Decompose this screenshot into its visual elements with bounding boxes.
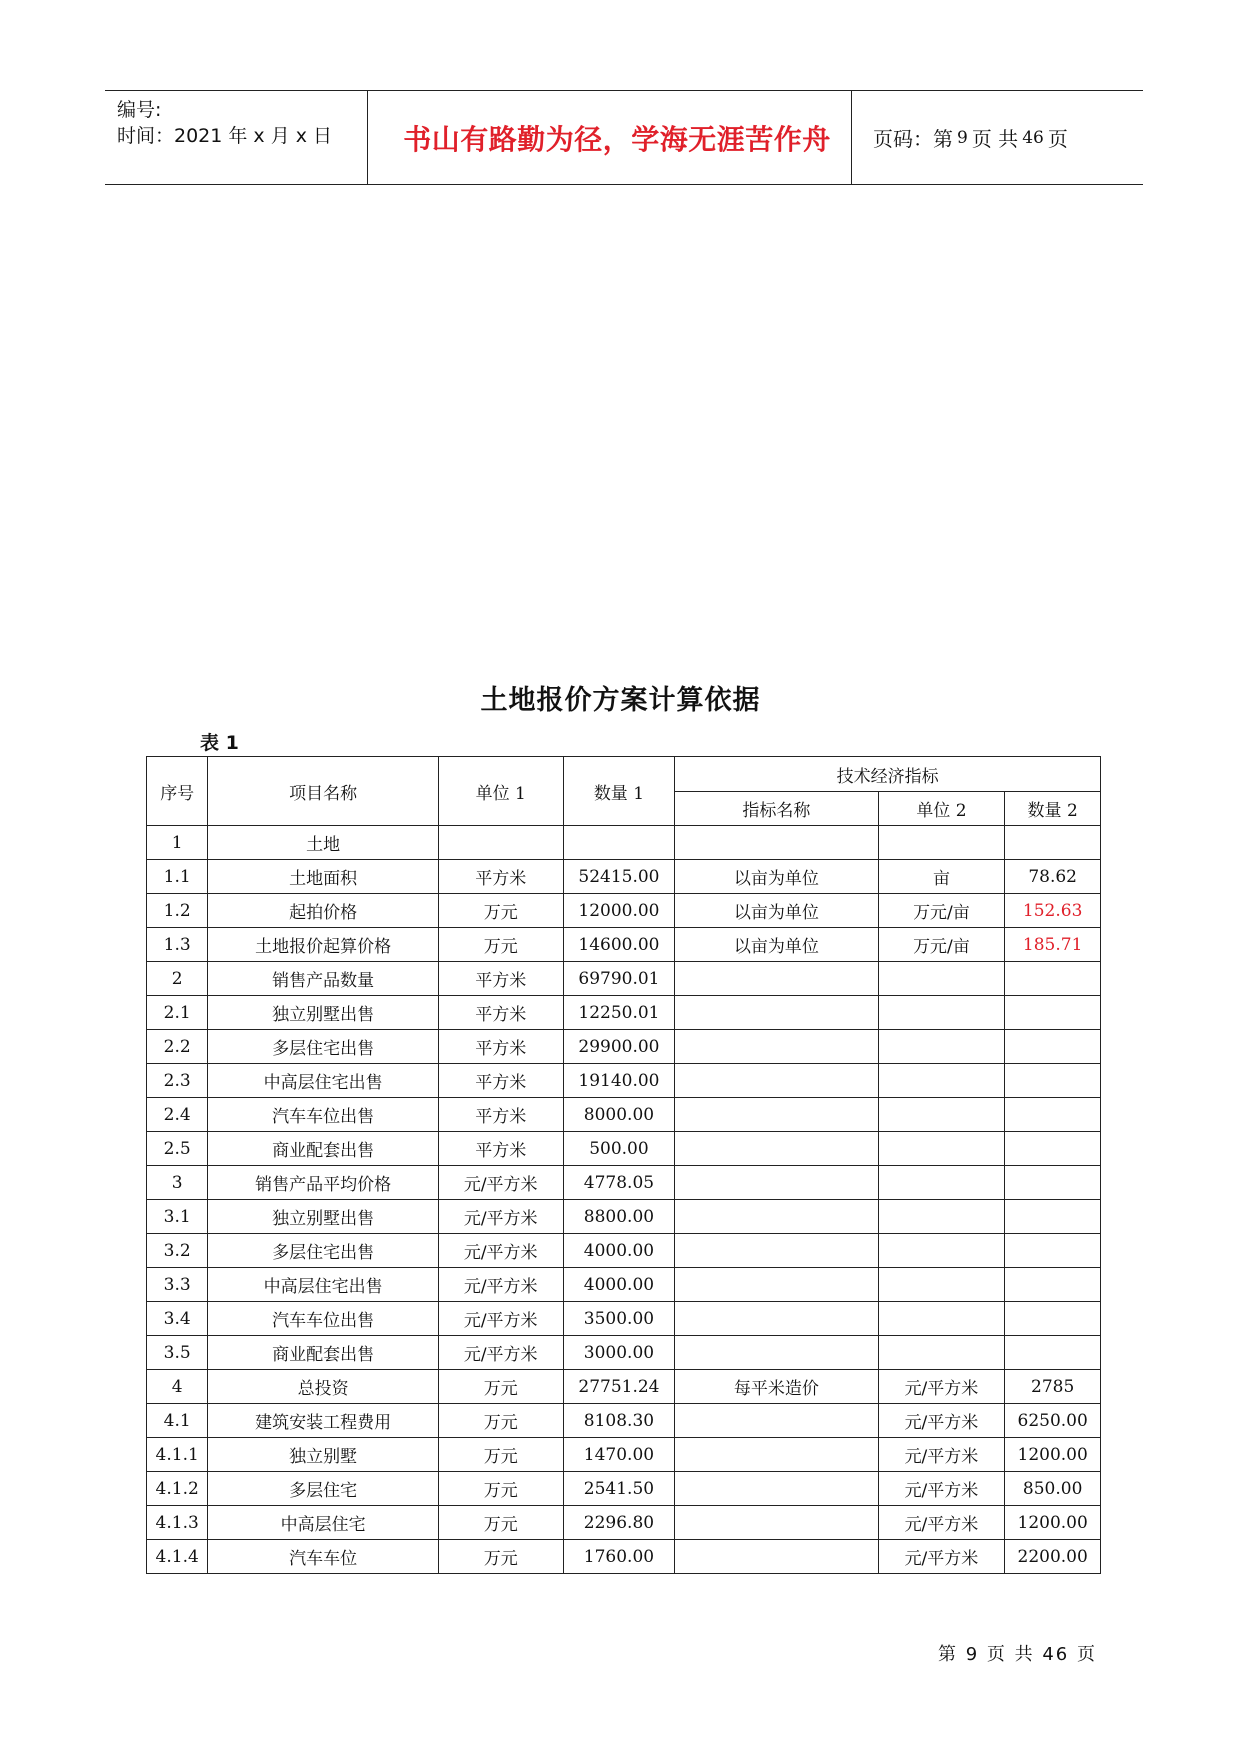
cell-qty2: 78.62 xyxy=(1005,860,1101,894)
table-body xyxy=(147,826,1101,1574)
cell-qty1: 1470.00 xyxy=(563,1438,675,1472)
cell-unit1: 元/平方米 xyxy=(438,1234,563,1268)
cell-name: 土地报价起算价格 xyxy=(208,928,438,962)
page-mid: 页 共 xyxy=(971,127,1019,151)
cell-indicator: 以亩为单位 xyxy=(675,894,878,928)
cell-unit1: 平方米 xyxy=(438,962,563,996)
cell-unit1: 万元 xyxy=(438,1370,563,1404)
cell-qty2: 1200.00 xyxy=(1005,1438,1101,1472)
cell-qty1: 8108.30 xyxy=(563,1404,675,1438)
cell-qty2 xyxy=(1005,1268,1101,1302)
page-suffix: 页 xyxy=(1047,127,1068,151)
header-motto: 书山有路勤为径，学海无涯苦作舟 xyxy=(403,122,831,156)
cell-unit2 xyxy=(878,1302,1005,1336)
table-row xyxy=(147,1438,1101,1472)
cell-unit1: 平方米 xyxy=(438,1064,563,1098)
table-row xyxy=(147,996,1101,1030)
cell-qty2: 185.71 xyxy=(1005,928,1101,962)
cell-unit1: 元/平方米 xyxy=(438,1268,563,1302)
cell-unit1: 万元 xyxy=(438,1404,563,1438)
cell-name: 独立别墅出售 xyxy=(208,996,438,1030)
cell-qty2 xyxy=(1005,1098,1101,1132)
cell-qty2 xyxy=(1005,996,1101,1030)
cell-unit1: 平方米 xyxy=(438,996,563,1030)
cell-qty2 xyxy=(1005,1166,1101,1200)
cell-qty1 xyxy=(563,826,675,860)
cell-indicator xyxy=(675,1166,878,1200)
cell-indicator xyxy=(675,826,878,860)
cell-name: 建筑安装工程费用 xyxy=(208,1404,438,1438)
cell-name: 中高层住宅出售 xyxy=(208,1268,438,1302)
cell-qty2 xyxy=(1005,1064,1101,1098)
cell-unit2: 元/平方米 xyxy=(878,1472,1005,1506)
table-row xyxy=(147,928,1101,962)
table-row xyxy=(147,1098,1101,1132)
cell-qty2: 2200.00 xyxy=(1005,1540,1101,1574)
header-divider xyxy=(367,91,368,184)
cell-unit2 xyxy=(878,1132,1005,1166)
header-qty1: 数量 1 xyxy=(563,757,675,826)
cell-unit2 xyxy=(878,1268,1005,1302)
cell-qty1: 52415.00 xyxy=(563,860,675,894)
cell-name: 独立别墅 xyxy=(208,1438,438,1472)
cell-unit2 xyxy=(878,1098,1005,1132)
cell-seq: 1.2 xyxy=(147,894,208,928)
cell-unit2 xyxy=(878,1200,1005,1234)
cell-qty1: 69790.01 xyxy=(563,962,675,996)
cell-name: 土地面积 xyxy=(208,860,438,894)
cell-unit1: 平方米 xyxy=(438,1030,563,1064)
cell-qty2: 850.00 xyxy=(1005,1472,1101,1506)
cell-name: 多层住宅 xyxy=(208,1472,438,1506)
cell-name: 汽车车位 xyxy=(208,1540,438,1574)
cell-seq: 4.1.3 xyxy=(147,1506,208,1540)
cell-unit1 xyxy=(438,826,563,860)
cell-seq: 4.1.4 xyxy=(147,1540,208,1574)
cell-indicator xyxy=(675,996,878,1030)
cell-indicator xyxy=(675,1540,878,1574)
cell-name: 总投资 xyxy=(208,1370,438,1404)
cell-indicator xyxy=(675,1268,878,1302)
cell-unit2 xyxy=(878,826,1005,860)
cell-qty2 xyxy=(1005,1132,1101,1166)
cell-name: 多层住宅出售 xyxy=(208,1234,438,1268)
table-row xyxy=(147,1506,1101,1540)
cell-qty1: 500.00 xyxy=(563,1132,675,1166)
cell-qty1: 1760.00 xyxy=(563,1540,675,1574)
cell-indicator xyxy=(675,1506,878,1540)
table-row xyxy=(147,894,1101,928)
table-row xyxy=(147,1166,1101,1200)
cell-indicator xyxy=(675,1234,878,1268)
cell-unit2 xyxy=(878,1030,1005,1064)
cell-name: 多层住宅出售 xyxy=(208,1030,438,1064)
cell-indicator xyxy=(675,1302,878,1336)
cell-qty1: 29900.00 xyxy=(563,1030,675,1064)
cell-name: 销售产品平均价格 xyxy=(208,1166,438,1200)
cell-seq: 3 xyxy=(147,1166,208,1200)
cell-seq: 4 xyxy=(147,1370,208,1404)
cell-qty1: 2296.80 xyxy=(563,1506,675,1540)
cell-unit1: 元/平方米 xyxy=(438,1336,563,1370)
cell-name: 独立别墅出售 xyxy=(208,1200,438,1234)
cell-qty2: 1200.00 xyxy=(1005,1506,1101,1540)
cell-indicator xyxy=(675,1030,878,1064)
cell-unit1: 元/平方米 xyxy=(438,1166,563,1200)
cell-unit2: 元/平方米 xyxy=(878,1438,1005,1472)
cell-unit1: 万元 xyxy=(438,928,563,962)
cell-indicator xyxy=(675,1064,878,1098)
cell-qty1: 3500.00 xyxy=(563,1302,675,1336)
cell-qty1: 8800.00 xyxy=(563,1200,675,1234)
cell-name: 汽车车位出售 xyxy=(208,1302,438,1336)
cell-seq: 3.2 xyxy=(147,1234,208,1268)
page-number: 9 xyxy=(957,127,968,148)
time-label: 时间：2021 年 x 月 x 日 xyxy=(117,125,333,147)
table-row xyxy=(147,1268,1101,1302)
cell-qty2 xyxy=(1005,962,1101,996)
cell-qty1: 14600.00 xyxy=(563,928,675,962)
table-label: 表 1 xyxy=(200,732,239,754)
table-row xyxy=(147,826,1101,860)
cell-unit1: 万元 xyxy=(438,1438,563,1472)
cell-qty2: 152.63 xyxy=(1005,894,1101,928)
cell-unit2 xyxy=(878,1336,1005,1370)
cell-unit2: 亩 xyxy=(878,860,1005,894)
page-prefix: 页码：第 xyxy=(873,127,953,151)
cell-unit2 xyxy=(878,1064,1005,1098)
table-row xyxy=(147,1404,1101,1438)
cell-qty1: 12250.01 xyxy=(563,996,675,1030)
table-row xyxy=(147,1200,1101,1234)
cell-seq: 2 xyxy=(147,962,208,996)
cell-qty2: 6250.00 xyxy=(1005,1404,1101,1438)
cell-qty2 xyxy=(1005,1200,1101,1234)
cell-qty1: 4778.05 xyxy=(563,1166,675,1200)
cell-indicator xyxy=(675,1404,878,1438)
document-title: 土地报价方案计算依据 xyxy=(480,685,761,716)
cell-unit2 xyxy=(878,1234,1005,1268)
table-row xyxy=(147,1370,1101,1404)
cell-unit2: 万元/亩 xyxy=(878,894,1005,928)
cell-seq: 2.5 xyxy=(147,1132,208,1166)
table-header-row xyxy=(147,757,1101,792)
cell-name: 起拍价格 xyxy=(208,894,438,928)
table-row xyxy=(147,1234,1101,1268)
cell-unit1: 元/平方米 xyxy=(438,1302,563,1336)
header-meta xyxy=(117,91,367,184)
cell-indicator: 以亩为单位 xyxy=(675,928,878,962)
cell-seq: 4.1.1 xyxy=(147,1438,208,1472)
table-row xyxy=(147,1064,1101,1098)
cell-unit1: 平方米 xyxy=(438,1132,563,1166)
cell-seq: 4.1.2 xyxy=(147,1472,208,1506)
cell-seq: 2.3 xyxy=(147,1064,208,1098)
cell-seq: 1.1 xyxy=(147,860,208,894)
cell-name: 中高层住宅 xyxy=(208,1506,438,1540)
table-row xyxy=(147,860,1101,894)
header-seq: 序号 xyxy=(147,757,208,826)
cell-name: 汽车车位出售 xyxy=(208,1098,438,1132)
cell-seq: 3.4 xyxy=(147,1302,208,1336)
header-unit1: 单位 1 xyxy=(438,757,563,826)
cell-unit2 xyxy=(878,962,1005,996)
cell-seq: 2.4 xyxy=(147,1098,208,1132)
page-header xyxy=(105,90,1143,185)
cell-unit1: 元/平方米 xyxy=(438,1200,563,1234)
cell-indicator xyxy=(675,1200,878,1234)
cell-unit2: 元/平方米 xyxy=(878,1540,1005,1574)
cell-indicator: 以亩为单位 xyxy=(675,860,878,894)
table-row xyxy=(147,1302,1101,1336)
header-group: 技术经济指标 xyxy=(675,757,1101,792)
cell-unit1: 万元 xyxy=(438,1472,563,1506)
cell-qty1: 3000.00 xyxy=(563,1336,675,1370)
cell-name: 销售产品数量 xyxy=(208,962,438,996)
cell-seq: 1 xyxy=(147,826,208,860)
cell-qty2 xyxy=(1005,826,1101,860)
cell-unit1: 平方米 xyxy=(438,1098,563,1132)
header-indicator-name: 指标名称 xyxy=(675,792,878,826)
cell-unit1: 平方米 xyxy=(438,860,563,894)
table-row xyxy=(147,962,1101,996)
cell-indicator xyxy=(675,1438,878,1472)
cell-qty2: 2785 xyxy=(1005,1370,1101,1404)
serial-label: 编号: xyxy=(117,99,162,121)
cell-unit2: 万元/亩 xyxy=(878,928,1005,962)
cell-unit2: 元/平方米 xyxy=(878,1404,1005,1438)
cell-indicator xyxy=(675,1132,878,1166)
cell-qty2 xyxy=(1005,1336,1101,1370)
page-total: 46 xyxy=(1022,127,1044,148)
cell-qty1: 2541.50 xyxy=(563,1472,675,1506)
cell-name: 商业配套出售 xyxy=(208,1132,438,1166)
cell-unit1: 万元 xyxy=(438,1540,563,1574)
cell-name: 商业配套出售 xyxy=(208,1336,438,1370)
cell-indicator: 每平米造价 xyxy=(675,1370,878,1404)
header-divider xyxy=(851,91,852,184)
cell-qty1: 8000.00 xyxy=(563,1098,675,1132)
cell-indicator xyxy=(675,1472,878,1506)
cell-seq: 2.2 xyxy=(147,1030,208,1064)
table-row xyxy=(147,1540,1101,1574)
table-row xyxy=(147,1336,1101,1370)
header-unit2: 单位 2 xyxy=(878,792,1005,826)
cell-qty1: 4000.00 xyxy=(563,1268,675,1302)
header-qty2: 数量 2 xyxy=(1005,792,1101,826)
page-footer: 第 9 页 共 46 页 xyxy=(938,1644,1097,1665)
cell-seq: 4.1 xyxy=(147,1404,208,1438)
cell-name: 土地 xyxy=(208,826,438,860)
cell-qty2 xyxy=(1005,1030,1101,1064)
cell-qty2 xyxy=(1005,1302,1101,1336)
data-table xyxy=(146,756,1101,1574)
table-row xyxy=(147,1472,1101,1506)
cell-seq: 3.5 xyxy=(147,1336,208,1370)
cell-qty2 xyxy=(1005,1234,1101,1268)
cell-unit2: 元/平方米 xyxy=(878,1506,1005,1540)
cell-unit1: 万元 xyxy=(438,1506,563,1540)
header-name: 项目名称 xyxy=(208,757,438,826)
cell-unit2 xyxy=(878,996,1005,1030)
cell-indicator xyxy=(675,1336,878,1370)
cell-qty1: 19140.00 xyxy=(563,1064,675,1098)
cell-qty1: 12000.00 xyxy=(563,894,675,928)
cell-unit2 xyxy=(878,1166,1005,1200)
cell-indicator xyxy=(675,962,878,996)
cell-unit2: 元/平方米 xyxy=(878,1370,1005,1404)
table-row xyxy=(147,1132,1101,1166)
cell-unit1: 万元 xyxy=(438,894,563,928)
cell-seq: 2.1 xyxy=(147,996,208,1030)
header-page-info xyxy=(873,91,1143,184)
cell-name: 中高层住宅出售 xyxy=(208,1064,438,1098)
cell-qty1: 4000.00 xyxy=(563,1234,675,1268)
cell-qty1: 27751.24 xyxy=(563,1370,675,1404)
cell-seq: 3.1 xyxy=(147,1200,208,1234)
cell-seq: 1.3 xyxy=(147,928,208,962)
cell-indicator xyxy=(675,1098,878,1132)
cell-seq: 3.3 xyxy=(147,1268,208,1302)
table-row xyxy=(147,1030,1101,1064)
